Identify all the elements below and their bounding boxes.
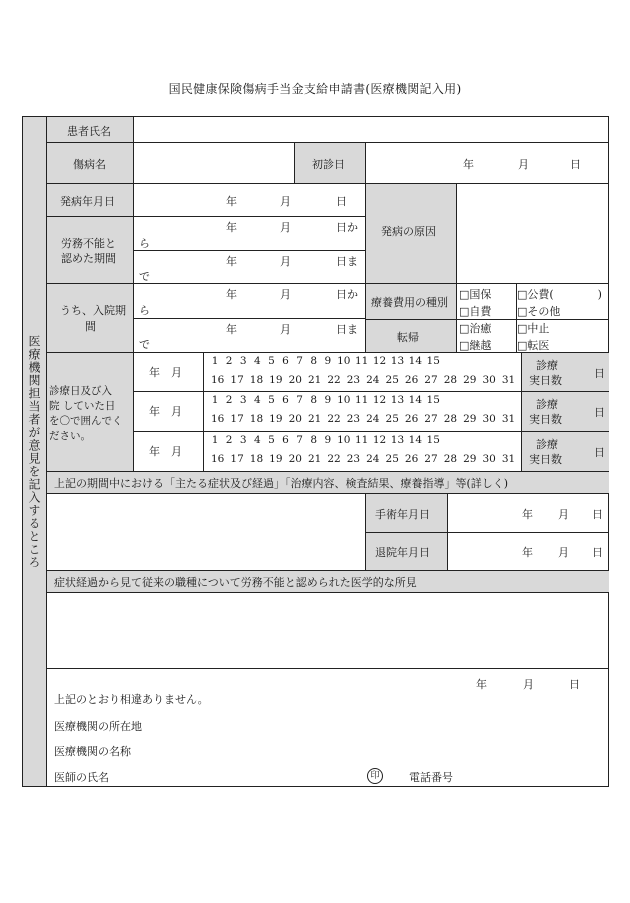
clinical-days-unit-1: 日 [594,367,605,380]
day-number[interactable]: 23 [346,374,361,386]
day-row-second-3 [208,453,518,465]
symptoms-header: 上記の期間中における「主たる症状及び経過」「治療内容、検査結果、療養指導」等(詳しく) [54,477,509,490]
medical-institution-form [22,116,609,787]
day-number[interactable]: 28 [443,374,458,386]
phone-label: 電話番号 [409,771,453,784]
onset-year: 年 [226,195,237,208]
day-number[interactable]: 31 [501,374,516,386]
day-number[interactable]: 22 [327,374,341,386]
cert-month: 月 [523,678,534,691]
incap-to-year: 年 [226,255,237,268]
day-number[interactable]: 1 [211,434,219,446]
cost-option-kohi[interactable]: □公費( ) [517,288,602,301]
day-number[interactable]: 12 [372,434,387,446]
clinical-days-unit-2: 日 [594,406,605,419]
day-number[interactable]: 14 [408,394,423,406]
onset-date-label: 発病年月日 [60,195,115,208]
day-number[interactable]: 2 [225,394,233,406]
day-number[interactable]: 19 [269,374,283,386]
day-row-first-2 [208,394,442,406]
clinical-days-sub-1: 実日数 [529,374,562,387]
visit-days-label-2: 院 していた日 [49,400,116,412]
discharge-day: 日 [592,546,603,559]
day-number[interactable]: 28 [443,453,458,465]
hosp-to-year: 年 [226,323,237,336]
surgery-day: 日 [592,508,603,521]
clinical-days-unit-3: 日 [594,446,605,459]
day-number[interactable]: 12 [372,355,387,367]
day-number[interactable]: 27 [424,413,438,425]
clinical-days-label-1: 診療 [536,359,558,372]
onset-month: 月 [280,195,291,208]
seal-icon: 印 [367,768,383,784]
visit-year-month-2: 年 月 [149,405,182,418]
day-number[interactable]: 24 [366,453,380,465]
day-number[interactable]: 23 [346,453,361,465]
side-label: 医療機関担当者が意見を記入するところ [27,334,41,569]
day-number[interactable]: 15 [426,394,440,406]
day-number[interactable]: 24 [366,374,380,386]
surgery-month: 月 [558,508,569,521]
day-number[interactable]: 6 [282,434,289,446]
day-number[interactable]: 11 [354,434,369,446]
day-number[interactable]: 26 [404,413,419,425]
day-number[interactable]: 3 [239,394,247,406]
day-number[interactable]: 27 [424,374,438,386]
day-number[interactable]: 7 [296,394,303,406]
discharge-date-label: 退院年月日 [375,546,430,559]
first-visit-day: 日 [570,158,581,171]
day-number[interactable]: 6 [282,355,289,367]
outcome-label: 転帰 [397,331,419,344]
day-number[interactable]: 2 [225,434,233,446]
hosp-to-day: 日ま [336,323,358,336]
doctor-name-label: 医師の氏名 [54,771,109,784]
discharge-month: 月 [558,546,569,559]
day-number[interactable]: 2 [225,355,233,367]
day-number[interactable]: 15 [426,434,440,446]
hosp-to-suffix: で [139,338,150,351]
surgery-year: 年 [522,508,533,521]
cert-year: 年 [476,678,487,691]
day-number[interactable]: 8 [310,355,318,367]
clinical-days-label-2: 診療 [536,398,558,411]
day-number[interactable]: 6 [282,394,289,406]
day-number[interactable]: 9 [324,434,332,446]
surgery-date-label: 手術年月日 [375,508,430,521]
clinical-days-sub-2: 実日数 [529,413,562,426]
day-number[interactable]: 4 [253,394,261,406]
hosp-from-day: 日か [336,288,358,301]
outcome-option-cured[interactable]: □治癒 [459,322,492,335]
day-number[interactable]: 4 [253,434,261,446]
outcome-option-transfer[interactable]: □転医 [517,339,550,352]
day-number[interactable]: 21 [307,413,322,425]
incap-from-year: 年 [226,221,237,234]
cost-type-label: 療養費用の種別 [371,296,448,309]
day-number[interactable]: 9 [324,394,332,406]
day-number[interactable]: 29 [463,453,477,465]
cost-option-kokuho[interactable]: □国保 [459,288,492,301]
clinical-days-label-3: 診療 [536,438,558,451]
day-number[interactable]: 16 [211,413,225,425]
day-number[interactable]: 17 [230,413,244,425]
day-number[interactable]: 7 [296,434,303,446]
day-number[interactable]: 14 [408,355,423,367]
visit-year-month-3: 年 月 [149,445,182,458]
incapacity-label-2: 認めた期間 [61,252,116,265]
day-number[interactable]: 5 [268,434,275,446]
day-number[interactable]: 22 [327,413,341,425]
day-number[interactable]: 20 [288,453,302,465]
cert-day: 日 [569,678,580,691]
first-visit-month: 月 [518,158,529,171]
day-number[interactable]: 19 [269,453,283,465]
day-number[interactable]: 25 [385,374,399,386]
day-row-second-1 [208,374,518,386]
day-number[interactable]: 17 [230,374,244,386]
patient-name-label: 患者氏名 [67,125,111,138]
hospital-label-1: うち、入院期 [60,304,126,317]
day-number[interactable]: 14 [408,434,423,446]
day-number[interactable]: 13 [390,355,405,367]
day-number[interactable]: 22 [327,453,341,465]
incap-from-month: 月 [280,221,291,234]
day-number[interactable]: 20 [288,374,302,386]
illness-name-label: 傷病名 [73,158,106,171]
day-number[interactable]: 15 [426,355,440,367]
outcome-option-carried[interactable]: □継越 [459,339,492,352]
day-number[interactable]: 13 [390,394,405,406]
hospital-label-2: 間 [85,320,96,333]
form-title: 国民健康保険傷病手当金支給申請書(医療機関記入用) [168,82,462,96]
day-number[interactable]: 30 [482,453,496,465]
day-number[interactable]: 5 [268,394,275,406]
day-number[interactable]: 21 [307,374,322,386]
day-number[interactable]: 18 [249,453,264,465]
day-number[interactable]: 1 [211,355,219,367]
day-number[interactable]: 20 [288,413,302,425]
day-number[interactable]: 10 [337,434,351,446]
day-row-first-3 [208,434,442,446]
day-number[interactable]: 10 [337,394,351,406]
incap-from-suffix: ら [139,237,150,250]
day-number[interactable]: 8 [310,394,318,406]
day-number[interactable]: 9 [324,355,332,367]
day-number[interactable]: 30 [482,413,496,425]
day-number[interactable]: 25 [385,413,399,425]
day-number[interactable]: 16 [211,374,225,386]
incap-to-suffix: で [139,270,150,283]
side-label-band [23,117,47,786]
cost-option-jihi[interactable]: □自費 [459,305,492,318]
certify-text: 上記のとおり相違ありません。 [54,693,209,706]
incapacity-label-1: 労務不能と [61,237,116,250]
hosp-from-year: 年 [226,288,237,301]
opinion-header: 症状経過から見て従来の職種について労務不能と認められた医学的な所見 [54,576,417,589]
day-number[interactable]: 30 [482,374,496,386]
day-number[interactable]: 13 [390,434,405,446]
day-number[interactable]: 21 [307,453,322,465]
incap-to-month: 月 [280,255,291,268]
day-number[interactable]: 17 [230,453,244,465]
visit-days-label-4: ださい。 [49,430,91,442]
address-label: 医療機関の所在地 [54,720,142,733]
first-visit-label: 初診日 [312,158,345,171]
incap-from-day: 日か [336,221,358,234]
day-number[interactable]: 27 [424,453,438,465]
day-number[interactable]: 23 [346,413,361,425]
facility-name-label: 医療機関の名称 [54,745,131,758]
hosp-from-suffix: ら [139,304,150,317]
visit-year-month-1: 年 月 [149,366,182,379]
incap-to-day: 日ま [336,255,358,268]
cost-option-other[interactable]: □その他 [517,305,561,318]
day-number[interactable]: 11 [354,394,369,406]
day-number[interactable]: 29 [463,413,477,425]
day-number[interactable]: 3 [239,355,247,367]
clinical-days-sub-3: 実日数 [529,453,562,466]
outcome-option-stopped[interactable]: □中止 [517,322,550,335]
day-number[interactable]: 28 [443,413,458,425]
day-number[interactable]: 19 [269,413,283,425]
day-number[interactable]: 3 [239,434,247,446]
onset-day: 日 [336,195,347,208]
day-number[interactable]: 26 [404,453,419,465]
day-number[interactable]: 8 [310,434,318,446]
first-visit-year: 年 [463,158,474,171]
day-number[interactable]: 31 [501,453,516,465]
day-number[interactable]: 10 [337,355,351,367]
cause-label: 発病の原因 [381,225,436,238]
discharge-year: 年 [522,546,533,559]
day-number[interactable]: 12 [372,394,387,406]
hosp-to-month: 月 [280,323,291,336]
day-number[interactable]: 18 [249,413,264,425]
day-number[interactable]: 24 [366,413,380,425]
day-number[interactable]: 16 [211,453,225,465]
day-number[interactable]: 11 [354,355,369,367]
day-number[interactable]: 1 [211,394,219,406]
day-number[interactable]: 5 [268,355,275,367]
day-number[interactable]: 29 [463,374,477,386]
day-number[interactable]: 18 [249,374,264,386]
day-number[interactable]: 31 [501,413,516,425]
day-number[interactable]: 25 [385,453,399,465]
day-number[interactable]: 4 [253,355,261,367]
day-number[interactable]: 26 [404,374,419,386]
visit-days-label-1: 診療日及び入 [49,385,112,397]
day-row-second-2 [208,413,518,425]
day-row-first-1 [208,355,442,367]
visit-days-label-3: を〇で囲んでく [49,415,123,427]
day-number[interactable]: 7 [296,355,303,367]
hosp-from-month: 月 [280,288,291,301]
